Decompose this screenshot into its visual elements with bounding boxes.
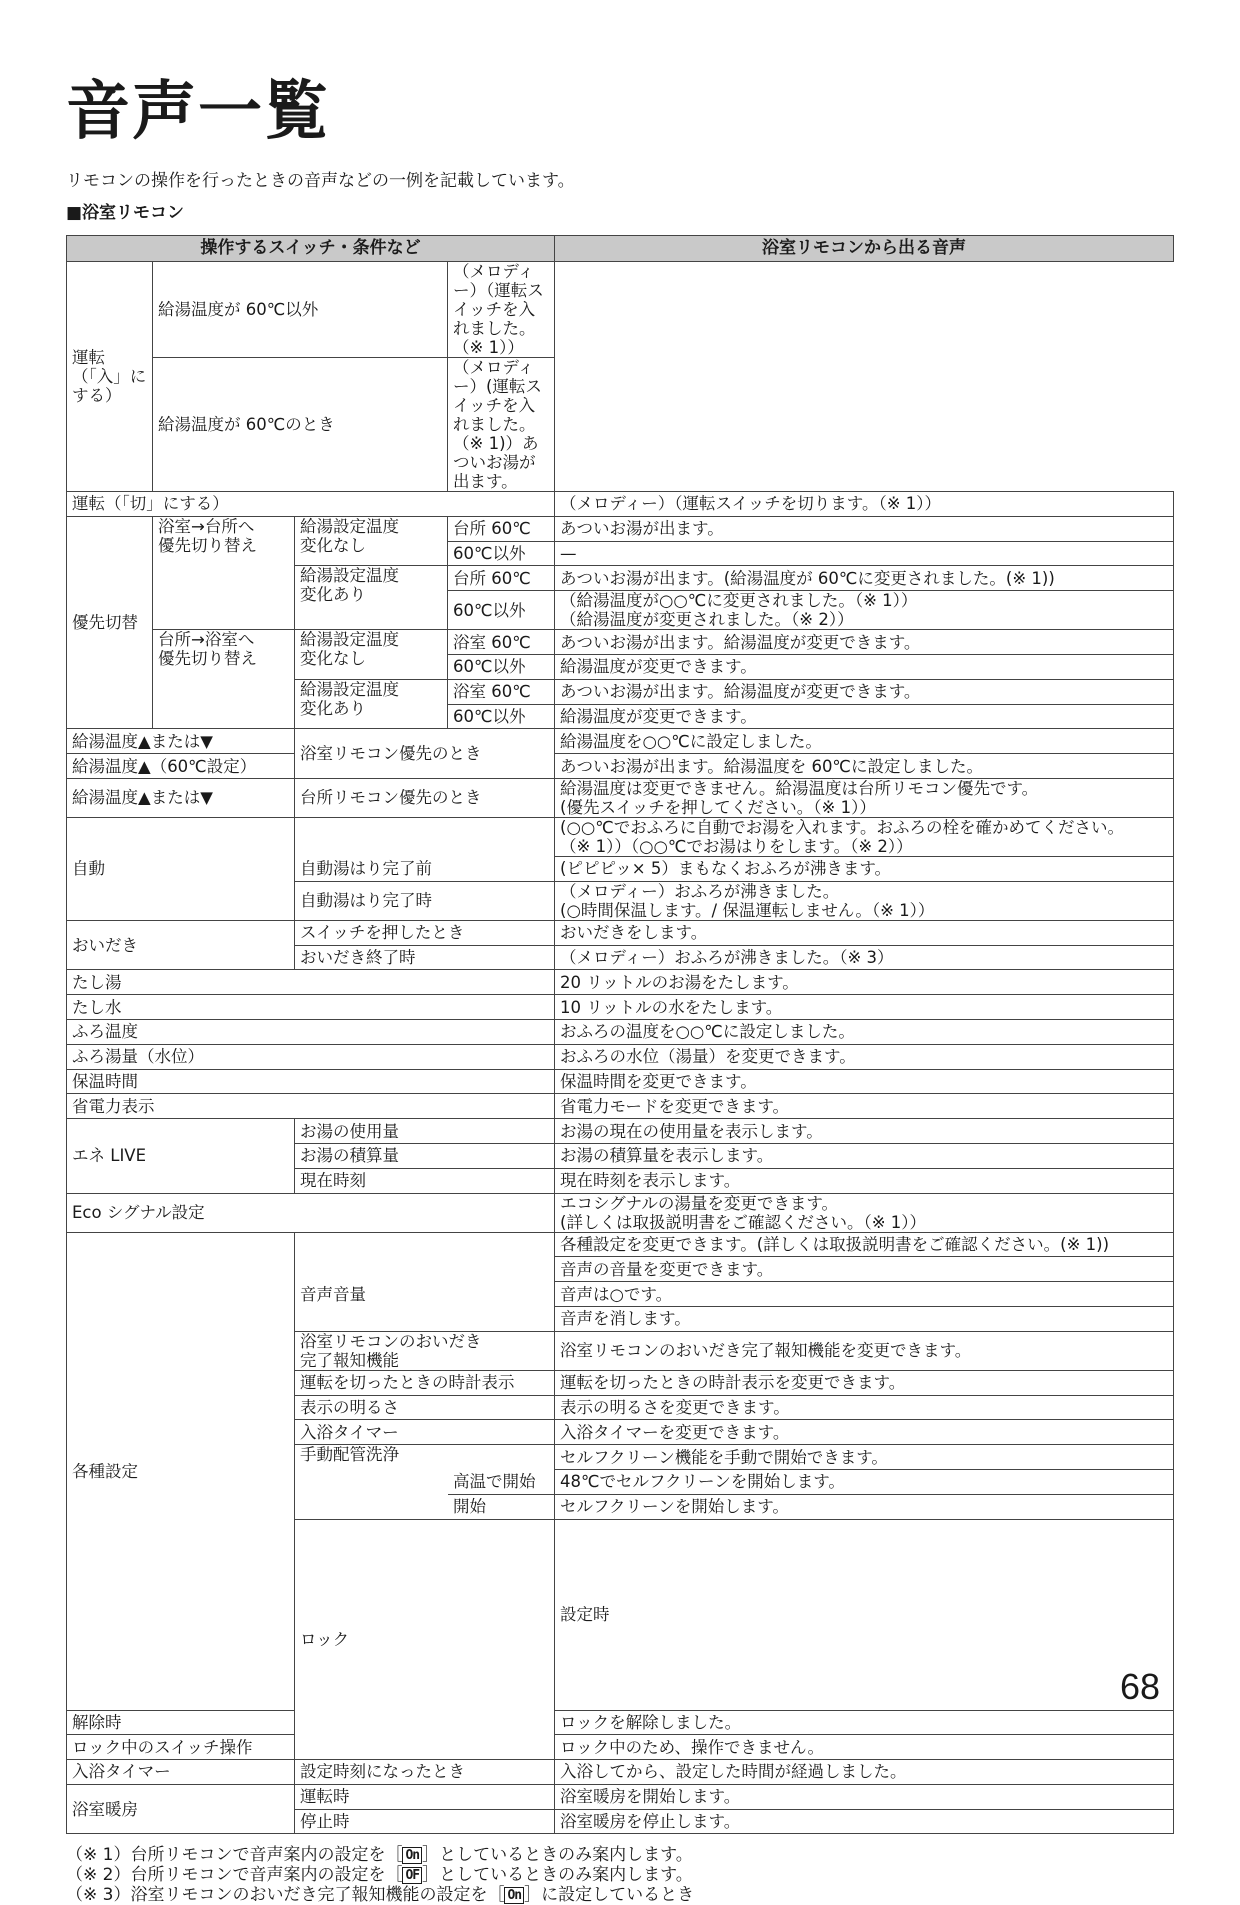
condition-cell: 運転時 [295,1784,555,1809]
condition-cell: スイッチを押したとき [295,920,555,945]
condition-cell: 給湯設定温度 変化なし [295,516,448,566]
table-row [67,754,1174,779]
voice-cell: おふろの温度を○○℃に設定しました。 [555,1019,1174,1044]
voice-cell: 浴室リモコンのおいだき完了報知機能を変更できます。 [555,1331,1174,1370]
condition-cell: 手動配管洗浄 [295,1445,448,1519]
table-row [67,1193,1174,1232]
table-row [67,1019,1174,1044]
voice-cell: （メロディー）（運転スイッチを切ります。（※ 1）） [555,492,1174,517]
condition-cell: エネ LIVE [67,1119,295,1193]
voice-cell: あついお湯が出ます。 [555,516,1174,541]
voice-cell: 給湯温度が変更できます。 [555,654,1174,679]
table-row [67,1735,1174,1760]
condition-cell: 浴室→台所へ 優先切り替え [153,516,295,629]
table-row [67,1784,1174,1809]
condition-cell: 給湯設定温度 変化あり [295,679,448,729]
voice-cell: (ピピピッ× 5）まもなくおふろが沸きます。 [555,856,1174,881]
condition-cell: おいだき [67,920,295,970]
voice-cell: おふろの水位（湯量）を変更できます。 [555,1044,1174,1069]
header-voice: 浴室リモコンから出る音声 [555,236,1174,262]
table-row [67,492,1174,517]
table-row [67,1760,1174,1785]
table-row [67,516,1174,541]
condition-cell: 保温時間 [67,1069,555,1094]
condition-cell: 現在時刻 [295,1168,555,1193]
condition-cell: 台所リモコン優先のとき [295,778,555,817]
voice-cell: 各種設定を変更できます。(詳しくは取扱説明書をご確認ください。(※ 1)) [555,1232,1174,1257]
condition-cell: 停止時 [295,1809,555,1834]
condition-cell: 自動湯はり完了時 [295,881,555,920]
page-subtitle: リモコンの操作を行ったときの音声などの一例を記載しています。 [66,171,575,191]
voice-cell: 浴室暖房を開始します。 [555,1784,1174,1809]
table-row [67,630,1174,655]
voice-cell: お湯の積算量を表示します。 [555,1143,1174,1168]
table-row [67,1094,1174,1119]
footnote-text: ］としているときのみ案内します。 [422,1845,693,1866]
voice-cell: 現在時刻を表示します。 [555,1168,1174,1193]
condition-cell: 浴室リモコンのおいだき 完了報知機能 [295,1331,555,1370]
condition-cell: ロック [295,1519,555,1760]
voice-cell: 省電力モードを変更できます。 [555,1094,1174,1119]
condition-cell: 解除時 [67,1710,295,1735]
condition-cell: おいだき終了時 [295,945,555,970]
condition-cell: 優先切替 [67,516,153,729]
table-row [67,778,1174,817]
condition-cell: 給湯設定温度 変化あり [295,566,448,630]
table-body [67,262,1174,1834]
voice-cell: ロック中のため、操作できません。 [555,1735,1174,1760]
voice-cell: あついお湯が出ます。給湯温度が変更できます。 [555,679,1174,704]
condition-cell: Eco シグナル設定 [67,1193,555,1232]
condition-cell: 運転を切ったときの時計表示 [295,1370,555,1395]
condition-cell: 音声音量 [295,1257,555,1331]
condition-cell: 浴室 60℃ [448,630,555,655]
voice-cell: エコシグナルの湯量を変更できます。 (詳しくは取扱説明書をご確認ください。（※ 1）） [555,1193,1174,1232]
condition-cell: 自動 [67,817,295,920]
condition-cell: ふろ温度 [67,1019,555,1044]
table-row [67,817,1174,856]
voice-cell: — [555,541,1174,566]
condition-cell: 60℃以外 [448,654,555,679]
condition-cell: 給湯温度が 60℃のとき [153,358,448,492]
footnote-text: ］に設定しているとき [524,1885,695,1905]
footnote-text: （※ 2）台所リモコンで音声案内の設定を［ [66,1865,403,1886]
condition-cell: 台所 60℃ [448,516,555,541]
condition-cell: お湯の積算量 [295,1143,555,1168]
voice-table [66,235,1174,1834]
page-title: 音声一覧 [66,75,330,149]
condition-cell: 入浴タイマー [295,1420,555,1445]
voice-cell: (○○℃でおふろに自動でお湯を入れます。おふろの栓を確かめてください。 （※ 1））（○○℃でお湯はりをします。（※ 2）） [555,817,1174,856]
condition-cell: 各種設定 [67,1232,295,1710]
table-row [67,1119,1174,1144]
voice-cell: あついお湯が出ます。給湯温度を 60℃に設定しました。 [555,754,1174,779]
condition-cell: 60℃以外 [448,704,555,729]
condition-cell [295,817,555,856]
voice-cell: （メロディー）おふろが沸きました。（※ 3） [555,945,1174,970]
voice-cell: （メロディー）(運転スイッチを入れました。（※ 1)）あついお湯が出ます。 [448,358,555,492]
condition-cell: 運転（「切」にする） [67,492,555,517]
condition-cell [295,1232,555,1257]
condition-cell: 運転（「入」にする） [67,262,153,492]
condition-cell: 給湯温度が 60℃以外 [153,262,448,358]
condition-cell: 給湯温度▲（60℃設定） [67,754,295,779]
table-row [67,1232,1174,1257]
voice-cell: お湯の現在の使用量を表示します。 [555,1119,1174,1144]
voice-cell: あついお湯が出ます。(給湯温度が 60℃に変更されました。(※ 1)) [555,566,1174,591]
condition-cell: 浴室 60℃ [448,679,555,704]
condition-cell: 60℃以外 [448,541,555,566]
table-header-row [67,236,1174,262]
condition-cell: たし水 [67,995,555,1020]
voice-cell: （メロディー）（運転スイッチを入れました。（※ 1）） [448,262,555,358]
table-row [67,262,1174,358]
condition-cell: 設定時 [555,1519,1174,1710]
voice-cell: 音声は○です。 [555,1282,1174,1307]
voice-cell: 入浴してから、設定した時間が経過しました。 [555,1760,1174,1785]
condition-cell: お湯の使用量 [295,1119,555,1144]
condition-cell: 台所 60℃ [448,566,555,591]
condition-cell: 設定時刻になったとき [295,1760,555,1785]
table-row [67,1044,1174,1069]
footnote-text: （※ 3）浴室リモコンのおいだき完了報知機能の設定を［ [66,1885,505,1905]
condition-cell: 表示の明るさ [295,1395,555,1420]
table-row [67,995,1174,1020]
condition-cell: 給湯温度▲または▼ [67,778,295,817]
voice-cell: 音声を消します。 [555,1306,1174,1331]
condition-cell: 台所→浴室へ 優先切り替え [153,630,295,729]
voice-cell: （給湯温度が○○℃に変更されました。（※ 1）） （給湯温度が変更されました。（※ 2）） [555,591,1174,630]
condition-cell: 入浴タイマー [67,1760,295,1785]
table-row [67,729,1174,754]
voice-cell: 給湯温度が変更できます。 [555,704,1174,729]
condition-cell: 高温で開始 [448,1469,555,1494]
voice-cell: 保温時間を変更できます。 [555,1069,1174,1094]
voice-cell: セルフクリーン機能を手動で開始できます。 [555,1445,1174,1470]
condition-cell: 給湯温度▲または▼ [67,729,295,754]
page-number: 68 [1120,1666,1161,1707]
voice-cell: あついお湯が出ます。給湯温度が変更できます。 [555,630,1174,655]
table-row [67,1710,1174,1735]
table-row [67,358,1174,492]
table-row [67,1069,1174,1094]
footnote [66,1845,693,1865]
footnote [66,1885,694,1905]
condition-cell: 60℃以外 [448,591,555,630]
voice-cell: 20 リットルのお湯をたします。 [555,970,1174,995]
section-heading: ■浴室リモコン [66,203,185,223]
condition-cell [448,1445,555,1470]
voice-cell: 給湯温度を○○℃に設定しました。 [555,729,1174,754]
voice-cell: セルフクリーンを開始します。 [555,1494,1174,1519]
voice-cell: 音声の音量を変更できます。 [555,1257,1174,1282]
voice-cell: 表示の明るさを変更できます。 [555,1395,1174,1420]
footnote [66,1865,693,1885]
voice-cell: ロックを解除しました。 [555,1710,1174,1735]
segment-display-code: On [402,1847,422,1864]
condition-cell: 開始 [448,1494,555,1519]
condition-cell: ふろ湯量（水位） [67,1044,555,1069]
condition-cell: 自動湯はり完了前 [295,856,555,881]
condition-cell: 浴室リモコン優先のとき [295,729,555,779]
voice-cell: 給湯温度は変更できません。給湯温度は台所リモコン優先です。 (優先スイッチを押してください。（※ 1）） [555,778,1174,817]
footnote-text: （※ 1）台所リモコンで音声案内の設定を［ [66,1845,403,1866]
voice-cell: 48℃でセルフクリーンを開始します。 [555,1469,1174,1494]
voice-cell: 入浴タイマーを変更できます。 [555,1420,1174,1445]
voice-cell: 10 リットルの水をたします。 [555,995,1174,1020]
segment-display-code: On [504,1887,524,1904]
condition-cell: たし湯 [67,970,555,995]
voice-cell: 運転を切ったときの時計表示を変更できます。 [555,1370,1174,1395]
voice-cell: おいだきをします。 [555,920,1174,945]
voice-cell: 浴室暖房を停止します。 [555,1809,1174,1834]
condition-cell: 省電力表示 [67,1094,555,1119]
header-conditions: 操作するスイッチ・条件など [67,236,555,262]
footnote-text: ］としているときのみ案内します。 [422,1865,693,1886]
voice-cell: （メロディー）おふろが沸きました。 (○時間保温します。/ 保温運転しません。（※ 1）） [555,881,1174,920]
table-row [67,920,1174,945]
table-row [67,970,1174,995]
condition-cell: 浴室暖房 [67,1784,295,1834]
segment-display-code: OF [402,1867,422,1884]
condition-cell: 給湯設定温度 変化なし [295,630,448,680]
condition-cell: ロック中のスイッチ操作 [67,1735,295,1760]
